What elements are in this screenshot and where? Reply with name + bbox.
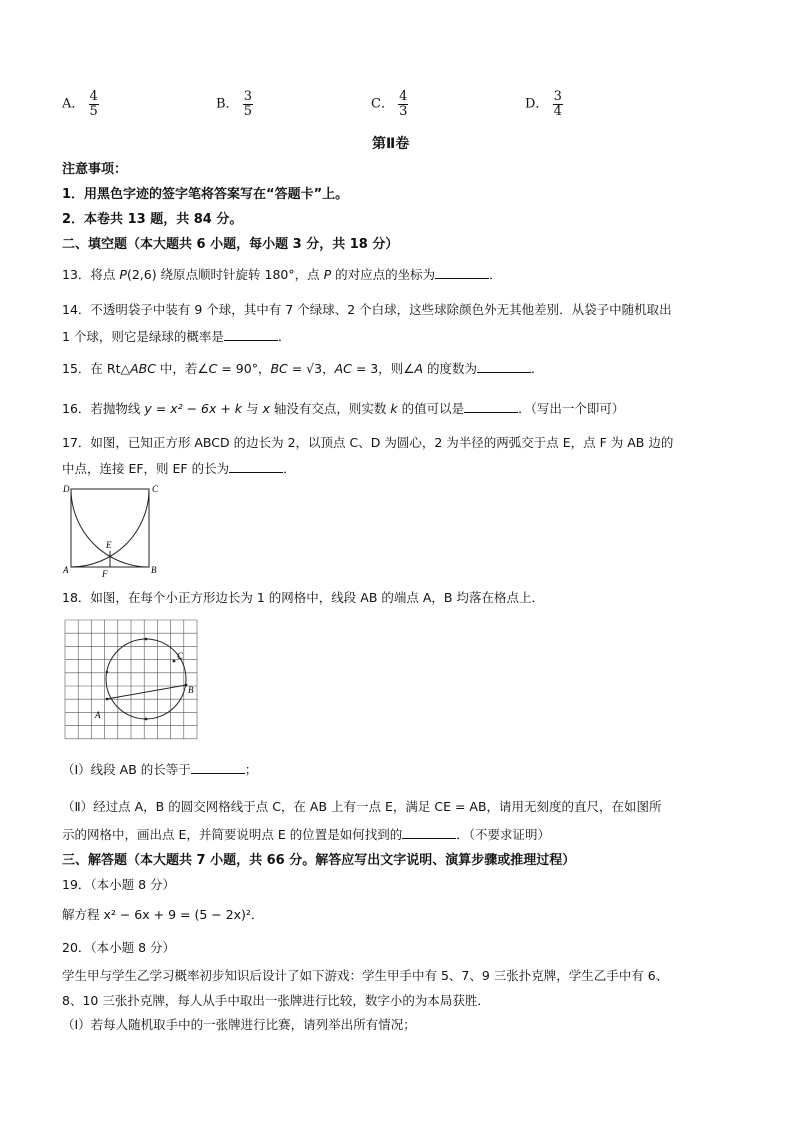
answer-blank[interactable] <box>477 360 531 373</box>
section-2-title: 二、填空题（本大题共 6 小题，每小题 3 分，共 18 分） <box>62 237 399 252</box>
question-20-line1: 学生甲与学生乙学习概率初步知识后设计了如下游戏：学生甲手中有 5、7、9 三张扑克牌，学生乙手中有 6、 <box>62 968 669 983</box>
option-letter: A． <box>62 96 85 112</box>
question-17-line2: 中点，连接 EF，则 EF 的长为 ． <box>62 461 296 476</box>
answer-blank[interactable] <box>229 460 283 473</box>
question-14-line2: 1 个球，则它是绿球的概率是 ． <box>62 329 291 344</box>
question-20-line2: 8、10 三张扑克牌，每人从手中取出一张牌进行比较，数字小的为本局获胜． <box>62 993 490 1008</box>
question-13: 13．将点 P(2,6) 绕原点顺时针旋转 180°，点 P 的对应点的坐标为 ． <box>62 267 502 282</box>
question-19-title: 19．（本小题 8 分） <box>62 877 176 892</box>
label-c: C <box>152 484 159 494</box>
point-a <box>106 698 109 701</box>
question-18-line1: 18．如图，在每个小正方形边长为 1 的网格中，线段 AB 的端点 A，B 均落在格点上． <box>62 590 544 605</box>
option-fraction: $\frac{4}{3}$ <box>399 89 408 119</box>
label-a: A <box>95 710 101 720</box>
option-d <box>525 90 563 118</box>
option-fraction: $\frac{3}{4}$ <box>553 89 562 119</box>
question-20-part1: （Ⅰ）若每人随机取手中的一张牌进行比赛，请列举出所有情况； <box>62 1017 416 1032</box>
point-bottom <box>145 718 148 721</box>
point-c <box>173 660 176 663</box>
question-15: 15．在 Rt△ABC 中，若∠C = 90°，BC = √3，AC = 3，则∠A 的度数为 ． <box>62 361 544 376</box>
question-17-line1: 17．如图，已知正方形 ABCD 的边长为 2，以顶点 C、D 为圆心，2 为半径的两弧交于点 E，点 F 为 AB 边的 <box>62 435 674 450</box>
note-1: 1．用黑色字迹的签字笔将答案写在“答题卡”上。 <box>62 187 349 202</box>
label-d: D <box>63 484 70 494</box>
answer-blank[interactable] <box>435 266 489 279</box>
option-a <box>62 90 99 118</box>
option-letter: C． <box>371 96 394 112</box>
question-19-body: 解方程 x² − 6x + 9 = (5 − 2x)²． <box>62 907 264 922</box>
answer-blank[interactable] <box>402 826 456 839</box>
option-b <box>216 90 253 118</box>
point-top <box>145 638 148 641</box>
label-b: B <box>151 565 157 575</box>
point-left <box>106 671 108 673</box>
answer-blank[interactable] <box>191 761 245 774</box>
question-14-line1: 14．不透明袋子中装有 9 个球，其中有 7 个绿球、2 个白球，这些球除颜色外无其他差别．从袋子中随机取出 <box>62 302 672 317</box>
section-3-title: 三、解答题（本大题共 7 小题，共 66 分。解答应写出文字说明、演算步骤或推理过程） <box>62 853 576 868</box>
question-18-part2-line1: （Ⅱ）经过点 A，B 的圆交网格线于点 C，在 AB 上有一点 E，满足 CE = AB，请用无刻度的直尺，在如图所 <box>62 799 662 814</box>
label-b: B <box>188 685 194 695</box>
segment-ab <box>107 685 186 699</box>
label-f: F <box>102 569 108 579</box>
answer-blank[interactable] <box>224 328 278 341</box>
figure-18 <box>62 617 208 745</box>
grid-lines <box>65 620 197 739</box>
question-20-title: 20．（本小题 8 分） <box>62 940 176 955</box>
figure-17 <box>62 483 162 583</box>
label-a: A <box>63 565 69 575</box>
point-b <box>185 684 188 687</box>
answer-blank[interactable] <box>464 400 518 413</box>
label-e: E <box>106 540 112 550</box>
part-title: 第Ⅱ卷 <box>372 136 410 152</box>
option-c <box>371 90 408 118</box>
notes-title: 注意事项： <box>62 162 128 177</box>
question-16: 16．若抛物线 y = x² − 6x + k 与 x 轴没有交点，则实数 k 的值可以是 ．（写出一个即可） <box>62 401 625 416</box>
label-c: C <box>177 651 184 661</box>
option-fraction: $\frac{3}{5}$ <box>243 89 252 119</box>
note-2: 2．本卷共 13 题，共 84 分。 <box>62 212 243 227</box>
option-fraction: $\frac{4}{5}$ <box>89 89 98 119</box>
option-letter: D． <box>525 96 549 112</box>
question-18-part1: （Ⅰ）线段 AB 的长等于 ； <box>62 762 258 777</box>
question-18-part2-line2: 示的网格中，画出点 E，并简要说明点 E 的位置是如何找到的 ．（不要求证明） <box>62 827 550 842</box>
option-letter: B． <box>216 96 239 112</box>
